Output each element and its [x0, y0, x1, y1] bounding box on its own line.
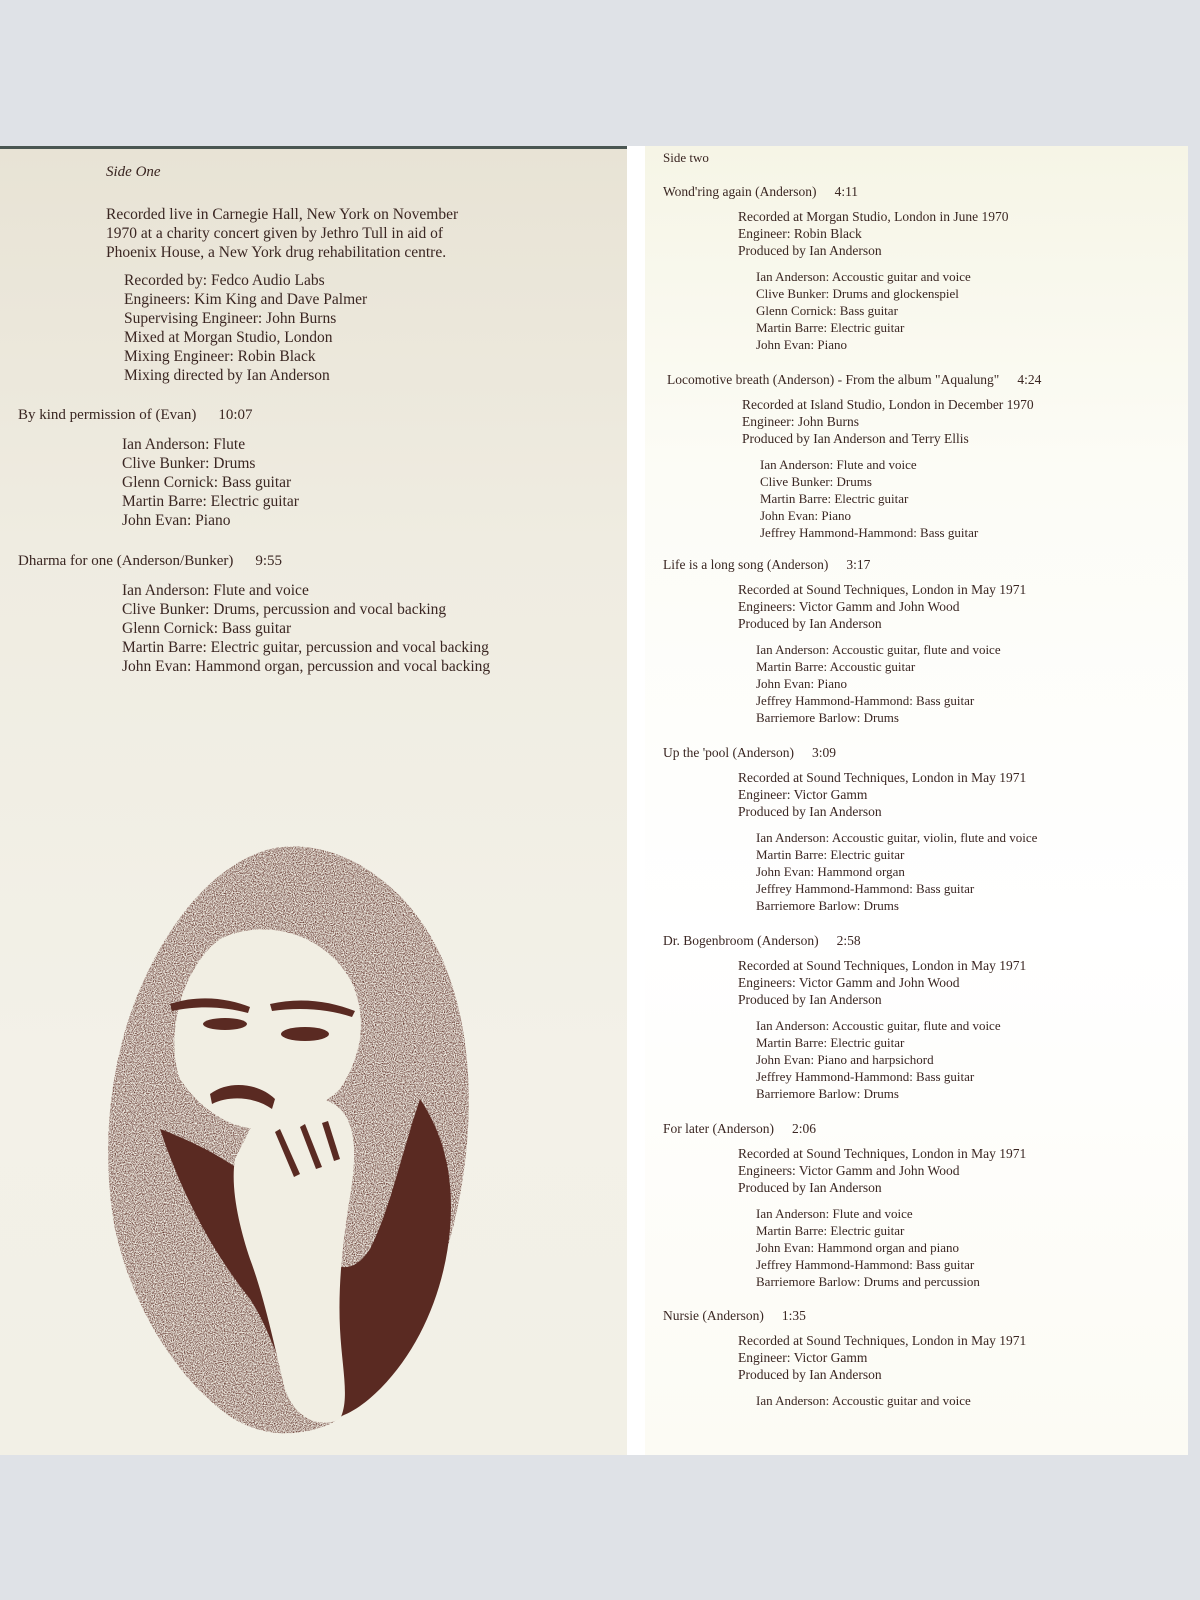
player-line: Jeffrey Hammond-Hammond: Bass guitar — [756, 1257, 975, 1272]
info-line: Engineer: Victor Gamm — [738, 787, 868, 802]
track-players — [122, 581, 490, 676]
track-title: For later (Anderson) — [663, 1121, 774, 1136]
player-line: Ian Anderson: Accoustic guitar and voice — [756, 269, 971, 284]
side-one-title: Side One — [106, 164, 161, 180]
info-line: Produced by Ian Anderson — [738, 1367, 882, 1382]
player-line: John Evan: Piano and harpsichord — [756, 1052, 934, 1067]
track-recording-info — [738, 581, 1026, 632]
player-line: John Evan: Piano — [122, 512, 231, 529]
player-line: John Evan: Hammond organ — [756, 864, 905, 879]
info-line: Produced by Ian Anderson — [738, 804, 882, 819]
track-entry — [667, 372, 1041, 541]
info-line: Engineers: Victor Gamm and John Wood — [738, 599, 960, 614]
player-line: Martin Barre: Electric guitar — [756, 847, 905, 862]
track-entry — [663, 557, 1026, 726]
info-line: Recorded at Sound Techniques, London in May 1971 — [738, 958, 1027, 973]
player-line: Glenn Cornick: Bass guitar — [122, 474, 292, 491]
track-heading — [663, 933, 1026, 949]
track-players — [760, 456, 1041, 541]
player-line: Martin Barre: Electric guitar — [756, 1223, 905, 1238]
info-line: Engineer: Robin Black — [738, 226, 862, 241]
player-line: Ian Anderson: Accoustic guitar, flute and voice — [756, 1018, 1001, 1033]
page-side-one — [0, 146, 627, 1455]
track-heading — [663, 745, 1037, 761]
info-line: Produced by Ian Anderson — [738, 243, 882, 258]
credit-line: Mixed at Morgan Studio, London — [124, 329, 333, 346]
player-line: Clive Bunker: Drums — [122, 455, 256, 472]
track-recording-info — [738, 1332, 1026, 1383]
player-line: Ian Anderson: Accoustic guitar, flute and voice — [756, 642, 1001, 657]
track-players — [756, 829, 1037, 914]
player-line: Glenn Cornick: Bass guitar — [122, 620, 292, 637]
track-duration: 3:09 — [812, 745, 837, 760]
track-entry — [663, 933, 1026, 1102]
info-line: Produced by Ian Anderson and Terry Ellis — [742, 431, 969, 446]
player-line: John Evan: Piano — [760, 508, 851, 523]
track-duration: 4:24 — [1017, 372, 1042, 387]
track-players — [756, 1017, 1026, 1102]
side-one-intro — [106, 205, 458, 262]
player-line: Barriemore Barlow: Drums — [756, 710, 899, 725]
player-line: Barriemore Barlow: Drums and percussion — [756, 1274, 980, 1289]
player-line: Clive Bunker: Drums, percussion and vocal backing — [122, 601, 447, 618]
info-line: Produced by Ian Anderson — [738, 1180, 882, 1195]
info-line: Engineer: Victor Gamm — [738, 1350, 868, 1365]
credit-line: Mixing Engineer: Robin Black — [124, 348, 316, 365]
page-side-two — [645, 146, 1188, 1455]
track-title: Wond'ring again (Anderson) — [663, 184, 817, 199]
track-players — [756, 1392, 1026, 1409]
info-line: Engineer: John Burns — [742, 414, 859, 429]
liner-notes-spread — [0, 146, 1188, 1455]
credit-line: Engineers: Kim King and Dave Palmer — [124, 291, 368, 308]
player-line: Ian Anderson: Flute and voice — [122, 582, 309, 599]
track-players — [756, 268, 1008, 353]
track-heading — [663, 184, 1008, 200]
track-duration: 9:55 — [255, 553, 283, 569]
info-line: Produced by Ian Anderson — [738, 992, 882, 1007]
track-duration: 1:35 — [781, 1308, 806, 1323]
track-players — [756, 641, 1026, 726]
track-title: Nursie (Anderson) — [663, 1308, 764, 1323]
track-title: By kind permission of (Evan) — [18, 407, 197, 423]
track-recording-info — [738, 208, 1008, 259]
track-title: Dr. Bogenbroom (Anderson) — [663, 933, 819, 948]
player-line: Martin Barre: Electric guitar — [756, 1035, 905, 1050]
track-entry — [663, 745, 1037, 914]
track-recording-info — [738, 769, 1037, 820]
track-title: Dharma for one (Anderson/Bunker) — [18, 553, 234, 569]
player-line: Martin Barre: Electric guitar — [122, 493, 299, 510]
credit-line: Supervising Engineer: John Burns — [124, 310, 337, 327]
track-heading — [663, 1308, 1026, 1324]
player-line: Martin Barre: Electric guitar — [756, 320, 905, 335]
player-line: Martin Barre: Accoustic guitar — [756, 659, 916, 674]
side-one-credits — [124, 271, 367, 385]
credit-line: Recorded by: Fedco Audio Labs — [124, 272, 325, 289]
track-recording-info — [738, 957, 1026, 1008]
player-line: Ian Anderson: Accoustic guitar and voice — [756, 1393, 971, 1408]
player-line: Jeffrey Hammond-Hammond: Bass guitar — [756, 881, 975, 896]
track-duration: 2:06 — [791, 1121, 816, 1136]
player-line: Barriemore Barlow: Drums — [756, 1086, 899, 1101]
info-line: Engineers: Victor Gamm and John Wood — [738, 1163, 960, 1178]
track-duration: 4:11 — [834, 184, 859, 199]
info-line: Recorded at Sound Techniques, London in May 1971 — [738, 1333, 1027, 1348]
intro-line: Phoenix House, a New York drug rehabilitation centre. — [106, 244, 447, 261]
info-line: Recorded at Sound Techniques, London in May 1971 — [738, 770, 1027, 785]
info-line: Recorded at Sound Techniques, London in May 1971 — [738, 582, 1027, 597]
intro-line: 1970 at a charity concert given by Jethro Tull in aid of — [106, 225, 444, 242]
track-heading — [18, 407, 252, 424]
track-entry — [663, 184, 1008, 353]
track-recording-info — [742, 396, 1041, 447]
track-heading — [663, 557, 1026, 573]
intro-line: Recorded live in Carnegie Hall, New York on November — [106, 206, 459, 223]
track-players — [122, 435, 299, 530]
player-line: Ian Anderson: Flute and voice — [760, 457, 917, 472]
track-duration: 2:58 — [836, 933, 861, 948]
track-heading — [667, 372, 1041, 388]
track-title: Life is a long song (Anderson) — [663, 557, 829, 572]
player-line: Jeffrey Hammond-Hammond: Bass guitar — [756, 1069, 975, 1084]
player-line: John Evan: Hammond organ, percussion and vocal backing — [122, 658, 491, 675]
player-line: Glenn Cornick: Bass guitar — [756, 303, 898, 318]
info-line: Engineers: Victor Gamm and John Wood — [738, 975, 960, 990]
player-line: John Evan: Piano — [756, 337, 847, 352]
info-line: Produced by Ian Anderson — [738, 616, 882, 631]
player-line: Barriemore Barlow: Drums — [756, 898, 899, 913]
player-line: Clive Bunker: Drums and glockenspiel — [756, 286, 959, 301]
track-title: Locomotive breath (Anderson) - From the album "Aqualung" — [667, 372, 1000, 387]
player-line: John Evan: Hammond organ and piano — [756, 1240, 960, 1255]
track-heading — [18, 553, 282, 570]
track-title: Up the 'pool (Anderson) — [663, 745, 795, 760]
player-line: Ian Anderson: Flute — [122, 436, 246, 453]
track-players — [756, 1205, 1026, 1290]
track-recording-info — [738, 1145, 1026, 1196]
side-two-title: Side two — [663, 150, 709, 165]
credit-line: Mixing directed by Ian Anderson — [124, 367, 330, 384]
track-duration: 3:17 — [846, 557, 871, 572]
player-line: Clive Bunker: Drums — [760, 474, 872, 489]
player-line: Martin Barre: Electric guitar — [760, 491, 909, 506]
player-line: Ian Anderson: Accoustic guitar, violin, flute and voice — [756, 830, 1038, 845]
player-line: Ian Anderson: Flute and voice — [756, 1206, 913, 1221]
track-entry — [663, 1121, 1026, 1290]
info-line: Recorded at Morgan Studio, London in June 1970 — [738, 209, 1009, 224]
player-line: John Evan: Piano — [756, 676, 847, 691]
player-line: Martin Barre: Electric guitar, percussion and vocal backing — [122, 639, 489, 656]
info-line: Recorded at Sound Techniques, London in May 1971 — [738, 1146, 1027, 1161]
track-entry — [663, 1308, 1026, 1409]
track-duration: 10:07 — [218, 407, 253, 423]
player-line: Jeffrey Hammond-Hammond: Bass guitar — [756, 693, 975, 708]
portrait-illustration — [100, 829, 480, 1439]
info-line: Recorded at Island Studio, London in December 1970 — [742, 397, 1034, 412]
track-heading — [663, 1121, 1026, 1137]
player-line: Jeffrey Hammond-Hammond: Bass guitar — [760, 525, 979, 540]
